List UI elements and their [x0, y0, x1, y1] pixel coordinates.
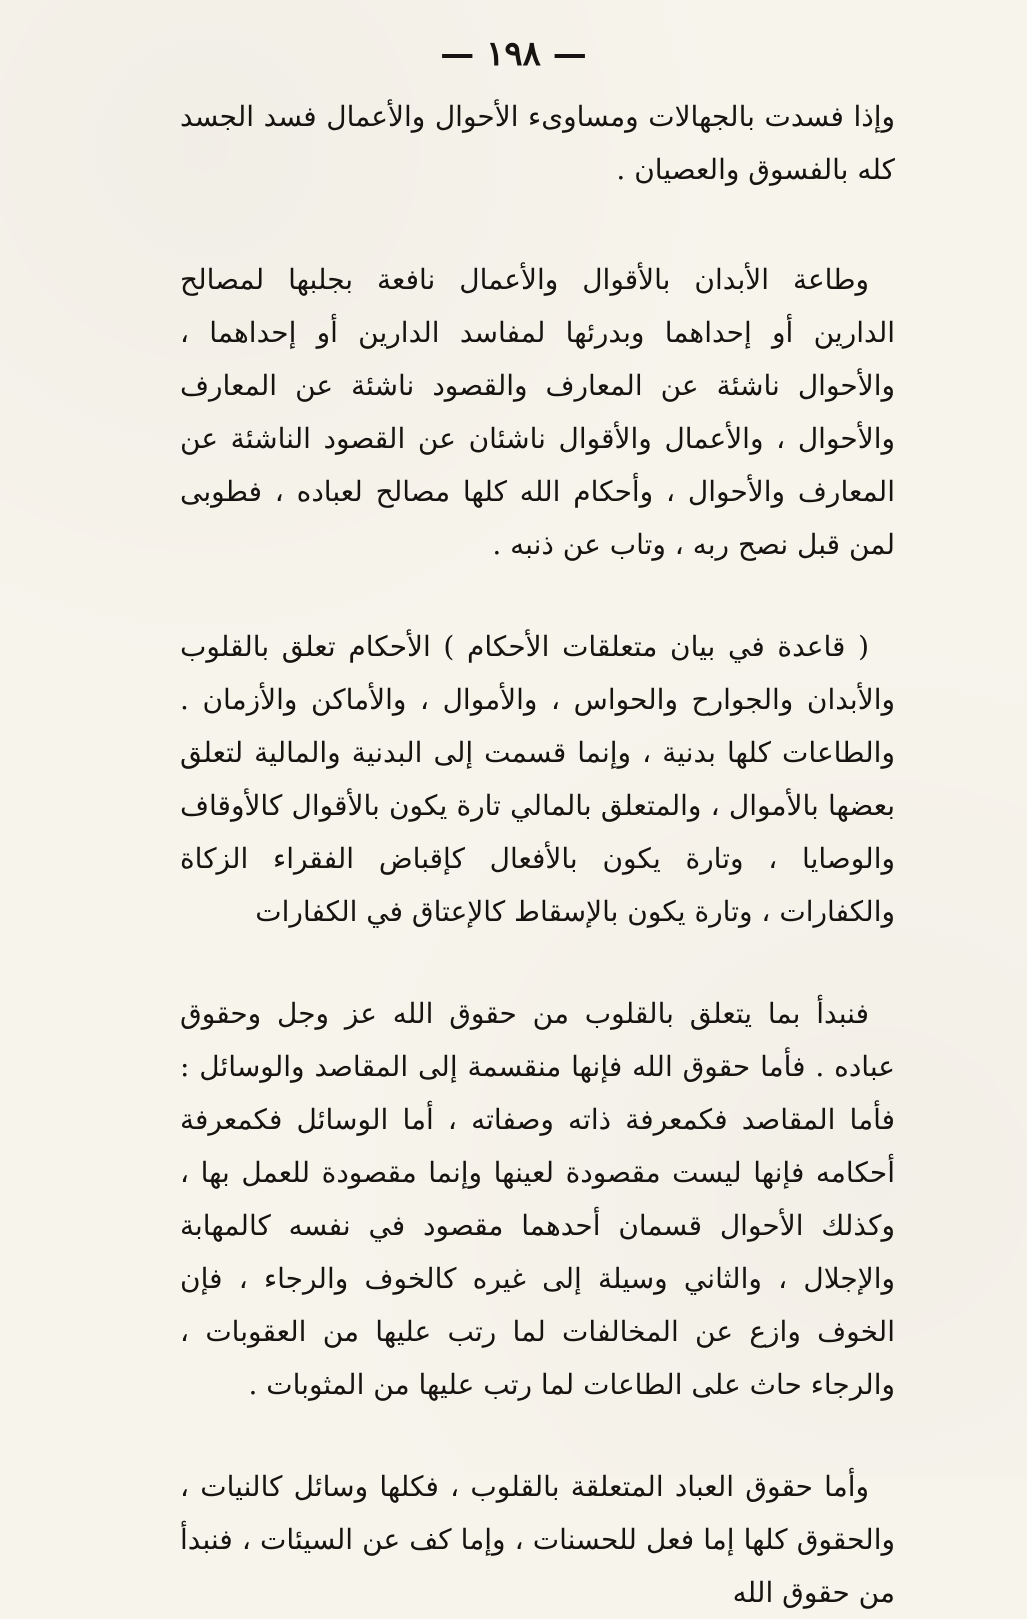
page-number: — ١٩٨ — — [440, 34, 587, 74]
page-body — [180, 90, 895, 1619]
paragraph-4: فنبدأ بما يتعلق بالقلوب من حقوق الله عز وجل وحقوق عباده . فأما حقوق الله فإنها منقسمة إلى المقاصد والوسائل : فأما المقاصد فكمعرفة ذاته وصفاته ، أما الوسائل فكمعرفة أحكامه فإنها ليست مقصودة لعينها وإنما مقصودة للعمل بها ، وكذلك الأحوال قسمان أحدهما مقصود في نفسه كالمهابة والإجلال ، والثاني وسيلة إلى غيره كالخوف والرجاء ، فإن الخوف وازع عن المخالفات لما رتب عليها من العقوبات ، والرجاء حاث على الطاعات لما رتب عليها من المثوبات . — [180, 997, 895, 1401]
paragraph-1: وإذا فسدت بالجهالات ومساوىء الأحوال والأعمال فسد الجسد كله بالفسوق والعصيان . — [180, 100, 895, 186]
paragraph-2: وطاعة الأبدان بالأقوال والأعمال نافعة بجلبها لمصالح الدارين أو إحداهما وبدرئها لمفاسد الدارين أو إحداهما ، والأحوال ناشئة عن المعارف والقصود ناشئة عن المعارف والأحوال ، والأعمال والأقوال ناشئان عن القصود الناشئة عن المعارف والأحوال ، وأحكام الله كلها مصالح لعباده ، فطوبى لمن قبل نصح ربه ، وتاب عن ذنبه . — [180, 263, 895, 561]
paragraph-5: وأما حقوق العباد المتعلقة بالقلوب ، فكلها وسائل كالنيات ، والحقوق كلها إما فعل للحسنات ، وإما كف عن السيئات ، فنبدأ من حقوق الله — [180, 1470, 895, 1609]
paragraph-3: ( قاعدة في بيان متعلقات الأحكام ) الأحكام تعلق بالقلوب والأبدان والجوارح والحواس ، والأموال ، والأماكن والأزمان . والطاعات كلها بدنية ، وإنما قسمت إلى البدنية والمالية لتعلق بعضها بالأموال ، والمتعلق بالمالي تارة يكون بالأقوال كالأوقاف والوصايا ، وتارة يكون بالأفعال كإقباض الفقراء الزكاة والكفارات ، وتارة يكون بالإسقاط كالإعتاق في الكفارات — [180, 630, 895, 928]
